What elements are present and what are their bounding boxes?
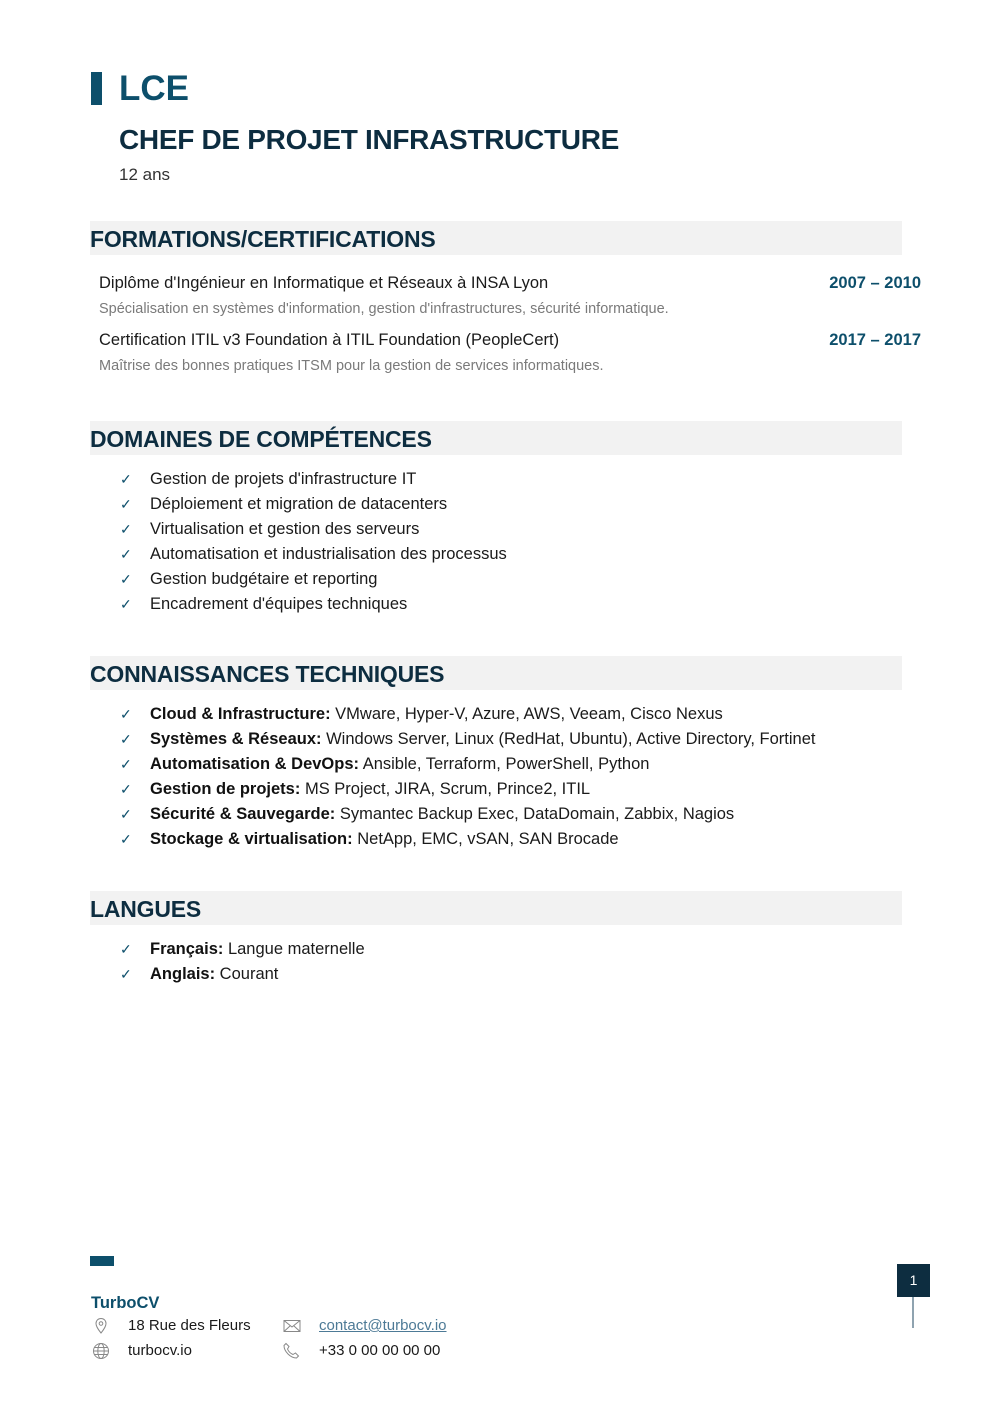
check-icon: ✓ bbox=[120, 831, 132, 847]
check-icon: ✓ bbox=[120, 941, 132, 957]
footer-accent-bar bbox=[90, 1256, 114, 1266]
degree-description: Spécialisation en systèmes d'information, gestion d'infrastructures, sécurité informatique. bbox=[99, 301, 669, 317]
section-title: FORMATIONS/CERTIFICATIONS bbox=[90, 226, 436, 252]
section-formations-header bbox=[90, 221, 902, 255]
check-icon: ✓ bbox=[120, 781, 132, 797]
section-title: DOMAINES DE COMPÉTENCES bbox=[90, 426, 432, 452]
item-label: Sécurité & Sauvegarde: bbox=[150, 805, 336, 823]
job-title: CHEF DE PROJET INFRASTRUCTURE bbox=[119, 124, 619, 155]
check-icon: ✓ bbox=[120, 706, 132, 722]
list-item bbox=[120, 828, 815, 853]
list-item bbox=[120, 728, 815, 753]
langues-list bbox=[120, 938, 365, 988]
item-text: Gestion de projets d'infrastructure IT bbox=[150, 470, 417, 488]
envelope-icon bbox=[282, 1316, 302, 1336]
item-label: Stockage & virtualisation: bbox=[150, 830, 353, 848]
item-value: NetApp, EMC, vSAN, SAN Brocade bbox=[352, 830, 619, 848]
check-icon: ✓ bbox=[120, 806, 132, 822]
page-number: 1 bbox=[897, 1264, 930, 1297]
item-label: Français: bbox=[150, 940, 224, 958]
item-value: Symantec Backup Exec, DataDomain, Zabbix, Nagios bbox=[335, 805, 735, 823]
section-competences-header bbox=[90, 421, 902, 455]
list-item bbox=[120, 493, 507, 518]
globe-icon bbox=[91, 1341, 111, 1361]
check-icon: ✓ bbox=[120, 596, 132, 612]
footer-brand: TurboCV bbox=[91, 1294, 160, 1312]
degree-dates: 2007 – 2010 bbox=[829, 274, 921, 292]
degree-title: Diplôme d'Ingénieur en Informatique et Réseaux à INSA Lyon bbox=[99, 274, 549, 292]
list-item bbox=[120, 518, 507, 543]
degree-dates: 2017 – 2017 bbox=[829, 331, 921, 349]
website-text: turbocv.io bbox=[128, 1342, 192, 1359]
list-item bbox=[120, 468, 507, 493]
item-text: Virtualisation et gestion des serveurs bbox=[150, 520, 420, 538]
check-icon: ✓ bbox=[120, 496, 132, 512]
item-label: Gestion de projets: bbox=[150, 780, 301, 798]
item-text: Encadrement d'équipes techniques bbox=[150, 595, 408, 613]
item-value: VMware, Hyper-V, Azure, AWS, Veeam, Cisco Nexus bbox=[330, 705, 723, 723]
technique-list bbox=[120, 703, 815, 853]
address-text: 18 Rue des Fleurs bbox=[128, 1317, 251, 1334]
list-item bbox=[120, 568, 507, 593]
degree-description: Maîtrise des bonnes pratiques ITSM pour la gestion de services informatiques. bbox=[99, 358, 604, 374]
item-value: Ansible, Terraform, PowerShell, Python bbox=[359, 755, 650, 773]
list-item bbox=[120, 543, 507, 568]
item-value: Langue maternelle bbox=[223, 940, 365, 958]
check-icon: ✓ bbox=[120, 966, 132, 982]
section-title: CONNAISSANCES TECHNIQUES bbox=[90, 661, 445, 687]
section-technique-header bbox=[90, 656, 902, 690]
item-value: MS Project, JIRA, Scrum, Prince2, ITIL bbox=[300, 780, 591, 798]
name-accent-bar bbox=[91, 72, 102, 105]
list-item bbox=[120, 753, 815, 778]
page-number-line bbox=[912, 1297, 914, 1328]
experience-years: 12 ans bbox=[119, 165, 171, 184]
check-icon: ✓ bbox=[120, 546, 132, 562]
phone-text: +33 0 00 00 00 00 bbox=[319, 1342, 441, 1359]
check-icon: ✓ bbox=[120, 571, 132, 587]
item-value: Windows Server, Linux (RedHat, Ubuntu), Active Directory, Fortinet bbox=[321, 730, 816, 748]
item-label: Anglais: bbox=[150, 965, 216, 983]
email-link[interactable]: contact@turbocv.io bbox=[319, 1317, 447, 1334]
competences-list bbox=[120, 468, 507, 618]
section-title: LANGUES bbox=[90, 896, 202, 922]
degree-title: Certification ITIL v3 Foundation à ITIL Foundation (PeopleCert) bbox=[99, 331, 560, 349]
item-value: Courant bbox=[215, 965, 279, 983]
list-item bbox=[120, 703, 815, 728]
check-icon: ✓ bbox=[120, 731, 132, 747]
item-text: Gestion budgétaire et reporting bbox=[150, 570, 378, 588]
list-item bbox=[120, 778, 815, 803]
list-item bbox=[120, 938, 365, 963]
list-item bbox=[120, 593, 507, 618]
check-icon: ✓ bbox=[120, 521, 132, 537]
check-icon: ✓ bbox=[120, 471, 132, 487]
candidate-name: LCE bbox=[119, 69, 189, 108]
check-icon: ✓ bbox=[120, 756, 132, 772]
location-pin-icon bbox=[91, 1316, 111, 1336]
item-label: Systèmes & Réseaux: bbox=[150, 730, 322, 748]
section-langues-header bbox=[90, 891, 902, 925]
list-item bbox=[120, 803, 815, 828]
item-text: Automatisation et industrialisation des processus bbox=[150, 545, 507, 563]
list-item bbox=[120, 963, 365, 988]
item-text: Déploiement et migration de datacenters bbox=[150, 495, 448, 513]
phone-icon bbox=[282, 1341, 302, 1361]
item-label: Cloud & Infrastructure: bbox=[150, 705, 331, 723]
item-label: Automatisation & DevOps: bbox=[150, 755, 360, 773]
